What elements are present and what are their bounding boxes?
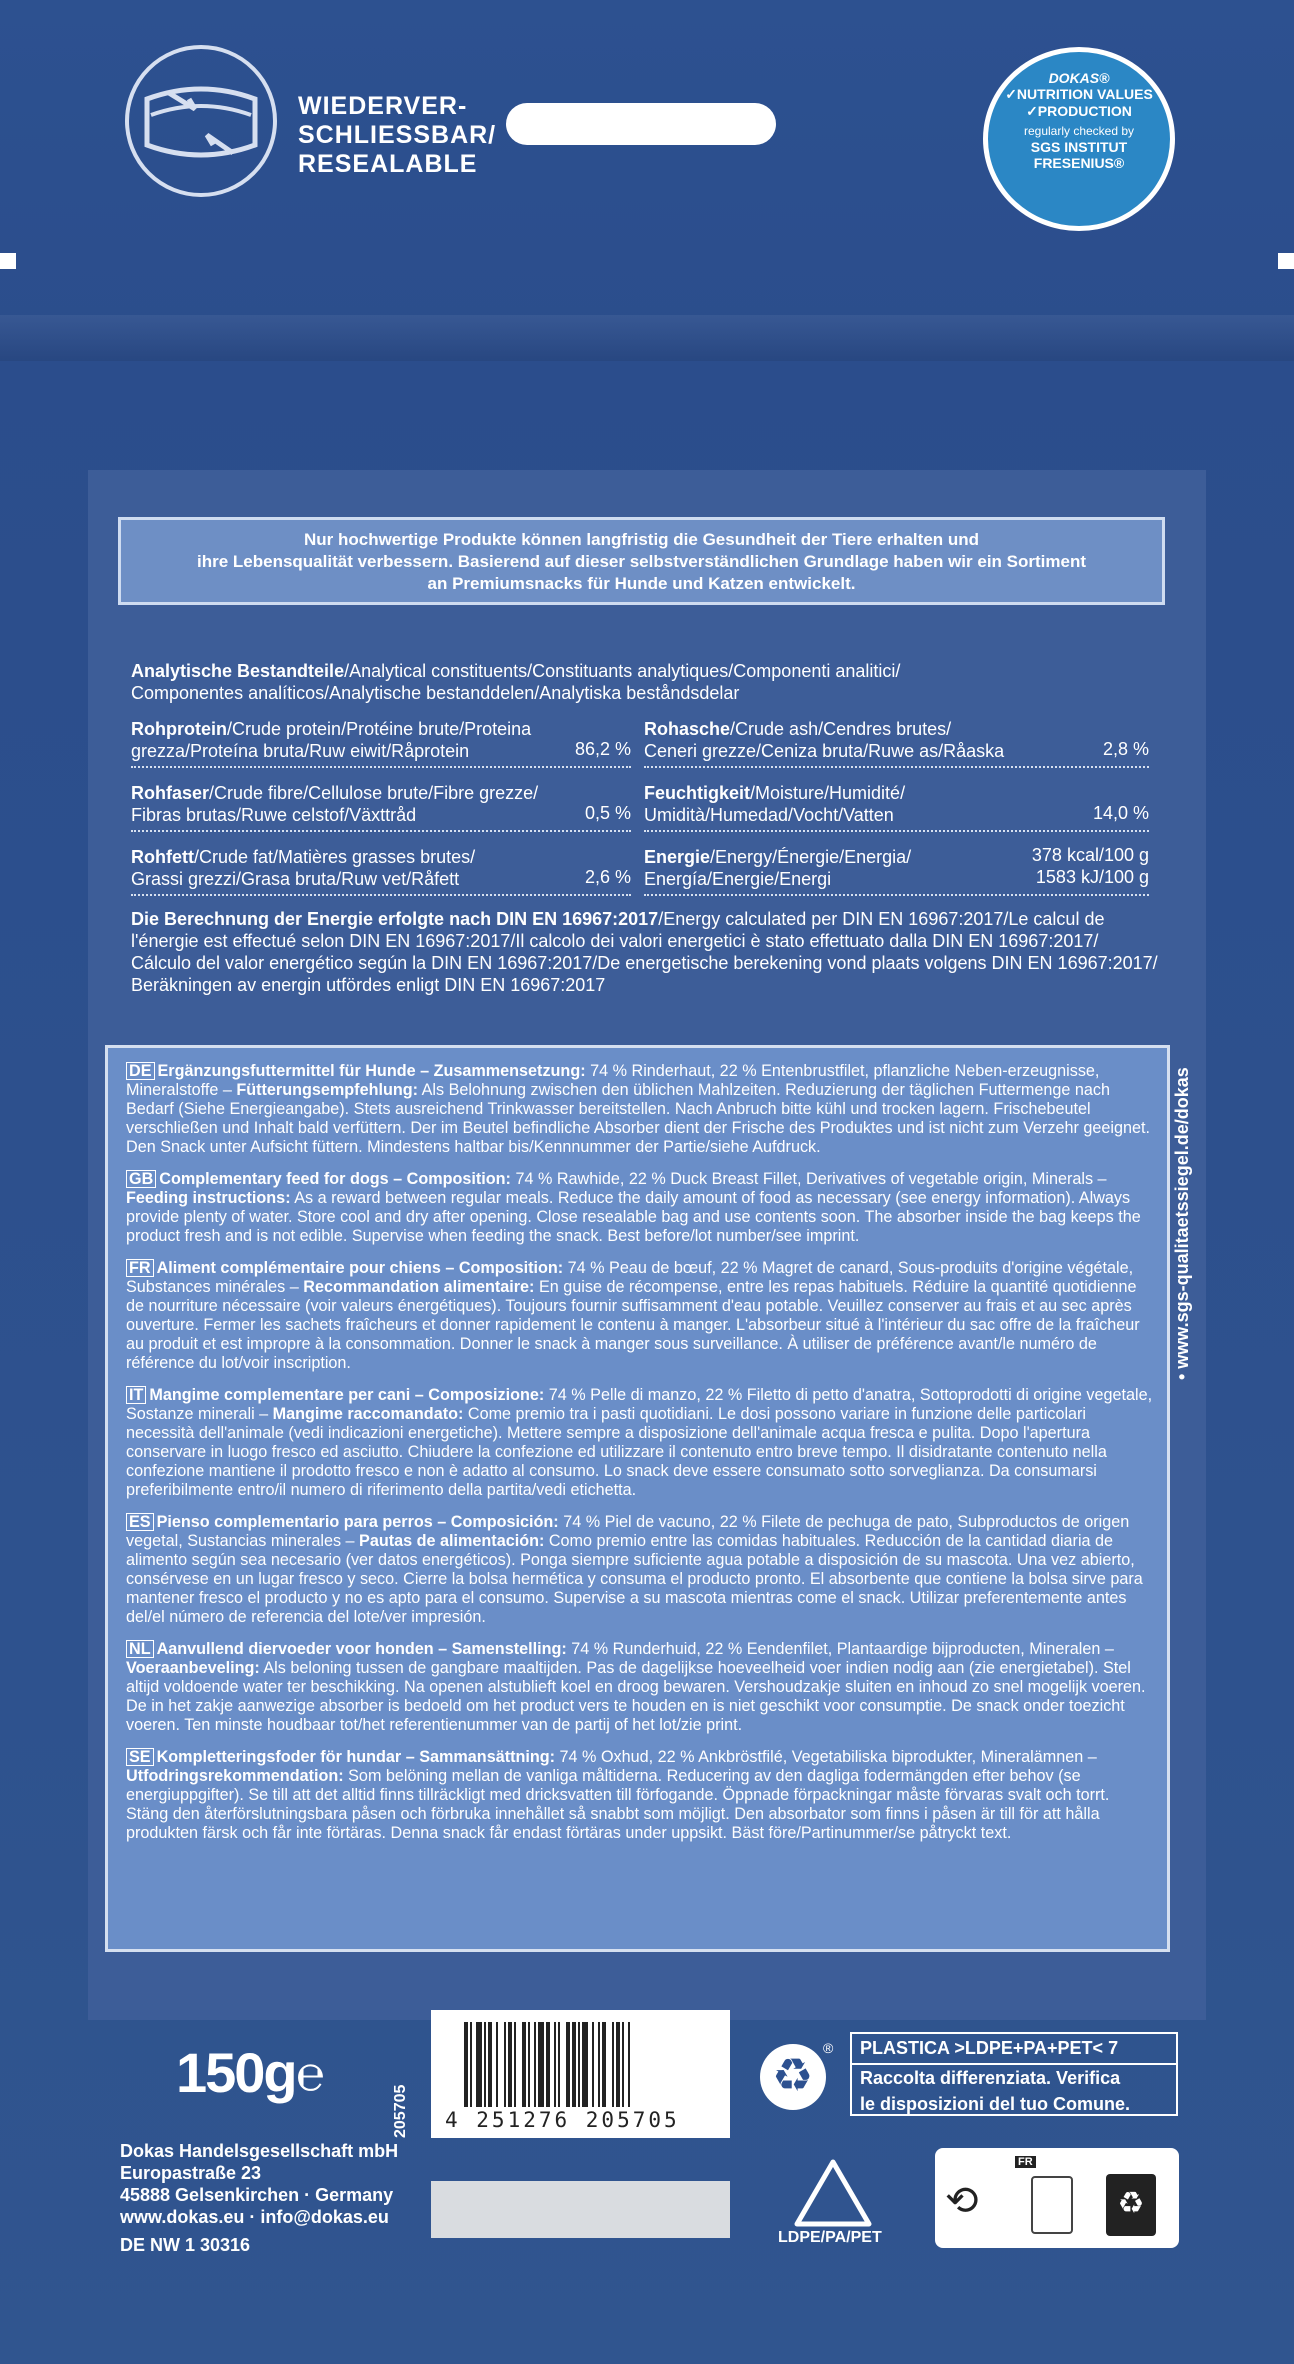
badge-line-institute: SGS INSTITUT — [1030, 139, 1128, 155]
barcode-bar — [538, 2022, 544, 2107]
barcode-bar — [582, 2022, 588, 2107]
intro-box: Nur hochwertige Produkte können langfristig die Gesundheit der Tiere erhalten und ihre Lebensqualität verbessern. Basierend auf dieser selbstverständlichen Grundlage haben wir ein Sortiment an Premiumsnacks für Hunde und Katzen entwickelt. — [118, 517, 1165, 605]
analytical-row-fibre: Rohfaser/Crude fibre/Cellulose brute/Fibre grezze/ Fibras brutas/Ruwe celstof/Växttråd 0,5 % — [131, 782, 631, 832]
energy-calculation-note: Die Berechnung der Energie erfolgte nach DIN EN 16967:2017/Energy calculated per DIN EN 16967:2017/Le calcul de l'énergie est effectué selon DIN EN 16967:2017/Il calcolo dei valori energetici è stato effettuato dalla DIN EN 16967:2017/ Cálculo del valor energético según la DIN EN 16967:2017/De energetische berekening vond plaats volgens DIN EN 16967:2017/ Beräkningen av energin utfördes enligt DIN EN 16967:2017 — [131, 909, 1158, 995]
feeding-block-gb: GB Complementary feed for dogs – Composition: 74 % Rawhide, 22 % Duck Breast Fillet, Derivatives of vegetable origin, Minerals – Feeding instructions: As a reward between regular meals. Reduce the daily amount of food as necessary (see energy information). Always provide plenty of water. Store cool and dry after opening. Close resealable bag and use contents soon. The absorber inside the bag keeps the product fresh and is not edible. Supervise when feeding the snack. Best before/lot number/see imprint. — [126, 1170, 1141, 1245]
barcode-bar — [484, 2022, 486, 2107]
feeding-block-se: SE Kompletteringsfoder för hundar – Sammansättning: 74 % Oxhud, 22 % Ankbröstfilé, Vegetabiliska biprodukter, Mineralämnen – Utfodringsrekommendation: Som belöning mellan de vanliga måltiderna. Reducering av den dagliga fodermängden efter behov (se energiuppgifter). Se till att det alltid finns tillräckligt med dricksvatten till förfogande. Öppnade förpackningar måste förvaras svalt och torrt. Stäng den återförslutningsbara påsen och förbruka innehållet så snabbt som möjligt. Den absorbator som finns i påsen är till för att hålla produkten färsk och får inte förtäras. Denna snack får endast förtäras under uppsikt. Bäst före/Partinummer/se påtryckt text. — [126, 1748, 1110, 1842]
analytical-row-fat: Rohfett/Crude fat/Matières grasses brutes/ Grassi grezzi/Grasa bruta/Ruw vet/Råfett 2,6 % — [131, 846, 631, 896]
barcode-bar — [488, 2022, 492, 2107]
recycling-triangle-icon — [793, 2158, 873, 2228]
barcode-bars — [464, 2022, 710, 2107]
sgs-url-vertical: • www.sgs-qualitaetssiegel.de/dokas — [1172, 1067, 1192, 1380]
analytical-row-energy: Energie/Energy/Énergie/Energia/ Energía/Energie/Energi 378 kcal/100 g 1583 kJ/100 g — [644, 846, 1149, 896]
article-number: 205705 — [392, 2084, 409, 2138]
barcode — [431, 2010, 730, 2138]
feeding-block-es: ES Pienso complementario para perros – Composición: 74 % Piel de vacuno, 22 % Filete de pechuga de pato, Subproductos de origen vegetal, Sustancias minerales – Pautas de alimentación: Como premio entre las comidas habituales. Reducción de la cantidad diaria de alimento según sea necesario (ver datos energéticos). Ponga siempre suficiente agua potable a disposición de su mascota. Una vez abierto, consérvese en un lugar fresco y seco. Cierre la bolsa hermética y consuma el producto pronto. El absorbente que contiene la bolsa sirve para mantener fresco el producto y no es apto para el consumo. Supervise a su mascota mientras come el snack. Utilizar preferentemente antes del/el número de referencia del lote/ver impresión. — [126, 1513, 1143, 1626]
net-weight: 150g — [176, 2041, 296, 2104]
feeding-block-it: IT Mangime complementare per cani – Composizione: 74 % Pelle di manzo, 22 % Filetto di petto d'anatra, Sottoprodotti di origine vegetale, Sostanze minerali – Mangime raccomandato: Come premio tra i pasti quotidiani. Le dosi possono variare in funzione delle particolari necessità dell'animale (vedi indicazioni energetiche). Mettere sempre a disposizione dell'animale acqua fresca e pulita. Dopo l'apertura conservare in luogo fresco ed asciutto. Chiudere la confezione ed utilizzare il contenuto entro breve tempo. Il disidratante contenuto nella confezione mantiene il prodotto fresco e non è adatto al consumo. Lo snack deve essere consumato sotto sorveglianza. Da consumarsi preferibilmente entro/il numero di riferimento della partita/vedi etichetta. — [126, 1386, 1153, 1499]
analytical-row-moisture: Feuchtigkeit/Moisture/Humidité/ Umidità/Humedad/Vocht/Vatten 14,0 % — [644, 782, 1149, 832]
feeding-block-fr: FR Aliment complémentaire pour chiens – Composition: 74 % Peau de bœuf, 22 % Magret de canard, Sous-produits d'origine végétale, Substances minérales – Recommandation alimentaire: En guise de récompense, entre les repas habituels. Réduire la quantité quotidienne de nourriture nécessaire (voir valeurs énergétiques). Toujours fournir suffisamment d'eau potable. Veuillez conserver au frais et au sec après ouverture. Fermer les sachets fraîcheurs et donner rapidement le contenu à manger. L'absorbeur situé à l'intérieur du sac offre de la fraîcheur au produit et est impropre à la consommation. Donner le snack à manger sous surveillance. À utiliser de préférence avant/le numéro de référence du lot/voir inscription. — [126, 1259, 1140, 1372]
barcode-bar — [476, 2022, 482, 2107]
triman-disposal-icon: ⟲ FR ♻ — [935, 2148, 1179, 2248]
barcode-bar — [470, 2022, 472, 2107]
badge-line-fresenius: FRESENIUS® — [1033, 155, 1125, 171]
company-address: Dokas Handelsgesellschaft mbH Europastraße 23 45888 Gelsenkirchen · Germany www.dokas.eu · info@dokas.eu DE NW 1 30316 — [120, 2141, 399, 2255]
barcode-bar — [598, 2022, 600, 2107]
plastica-label: PLASTICA >LDPE+PA+PET< 7 Raccolta differenziata. Verifica le disposizioni del tuo Comune. — [850, 2032, 1178, 2116]
barcode-bar — [504, 2022, 506, 2107]
analytical-row-ash: Rohasche/Crude ash/Cendres brutes/ Ceneri grezze/Ceniza bruta/Ruwe as/Råaska 2,8 % — [644, 718, 1149, 768]
analytical-title: Analytische Bestandteile/Analytical constituents/Constituants analytiques/Componenti analitici/ Componentes analíticos/Analytische bestanddelen/Analytiska beståndsdelar — [131, 661, 901, 703]
analytical-row-protein: Rohprotein/Crude protein/Protéine brute/Proteina grezza/Proteína bruta/Ruw eiwit/Råprotein 86,2 % — [131, 718, 631, 768]
badge-brand: DOKAS® — [1048, 70, 1110, 86]
recycling-bin-icon: ♻ — [1106, 2174, 1156, 2236]
barcode-bar — [612, 2022, 614, 2107]
sgs-quality-badge — [983, 47, 1175, 231]
badge-line-nutrition: ✓NUTRITION VALUES — [1005, 86, 1153, 102]
resealable-label: WIEDERVER- SCHLIESSBAR/ RESEALABLE — [298, 92, 497, 178]
feeding-block-nl: NL Aanvullend diervoeder voor honden – Samenstelling: 74 % Runderhuid, 22 % Eendenfilet, Plantaardige bijproducten, Mineralen – Voeraanbeveling: Als beloning tussen de gangbare maaltijden. Pas de dagelijkse hoeveelheid voer indien nodig aan (zie energietabel). Stel altijd voldoende water ter beschikking. Na openen alstublieft koel en droog bewaren. Vershoudzakje sluiten en inhoud zo snel mogelijk voeren. De in het zakje aanwezige absorber is bedoeld om het product vers te houden en is niet geschikt voor consumptie. De snack onder toezicht voeren. Ten minste houdbaar tot/het referentienummer van de partij of het lot/zie print. — [126, 1640, 1146, 1734]
barcode-bar — [508, 2022, 512, 2107]
barcode-bar — [528, 2022, 530, 2107]
barcode-bar — [566, 2022, 570, 2107]
barcode-bar — [496, 2022, 498, 2107]
pouch-icon — [1031, 2176, 1073, 2234]
barcode-bar — [546, 2022, 550, 2107]
estimated-sign: ℮ — [296, 2048, 325, 2101]
barcode-bar — [622, 2022, 624, 2107]
barcode-bar — [592, 2022, 594, 2107]
hang-hole — [506, 103, 776, 145]
barcode-bar — [554, 2022, 556, 2107]
recycle-icon — [760, 2044, 826, 2110]
barcode-bar — [534, 2022, 536, 2107]
badge-line-checked: regularly checked by — [1023, 124, 1135, 138]
barcode-bar — [558, 2022, 560, 2107]
tear-notch-left — [0, 253, 16, 269]
barcode-bar — [572, 2022, 576, 2107]
feeding-instructions-box — [105, 1045, 1170, 1952]
lot-print-area — [431, 2181, 730, 2238]
zip-seal-band — [0, 315, 1294, 361]
barcode-bar — [616, 2022, 620, 2107]
ldpe-label: LDPE/PA/PET — [778, 2229, 882, 2246]
ean-number: 4 251276 205705 — [445, 2108, 680, 2132]
resealable-icon — [125, 45, 277, 197]
tear-notch-right — [1278, 253, 1294, 269]
barcode-bar — [464, 2022, 468, 2107]
barcode-bar — [522, 2022, 526, 2107]
badge-line-production: ✓PRODUCTION — [1026, 103, 1132, 119]
barcode-bar — [578, 2022, 580, 2107]
barcode-bar — [628, 2022, 630, 2107]
package-back: WIEDERVER- SCHLIESSBAR/ RESEALABLE DOKAS® ✓NUTRITION VALUES ✓PRODUCTION regularly checked by SGS INSTITUT FRESENIUS® Nur hochwertige Produkte können langfristig die Gesundheit der Tiere erhalten und ihre Lebensqualität verbessern. Basierend auf dieser selbstverständlichen Grundlage haben wir ein Sortiment an Premiumsnacks für Hunde und Katzen entwickelt. Analytische Bestandteile/Analytical constituents/Constituants analytiques/Componenti analitici/ Componentes analíticos/Analytische bestanddelen/Analytiska beståndsdelar Rohprotein/Crude protein/Protéine brute/Proteina grezza/Proteína bruta/Ruw eiwit/Råprotein 86,2 % Rohasche/Crude ash/Cendres brutes/ Ceneri grezze/Ceniza bruta/Ruwe as/Råaska 2,8 % Rohfaser/Crude fibre/Cellulose brute/Fibre grezze/ Fibras brutas/Ruwe celstof/Växttråd 0,5 % Feuchtigkeit/Moisture/Humidité/ Umidità/Humedad/Vocht/Vatten 14,0 % Rohfett/Crude fat/Matières grasses brutes/ Grassi grezzi/Grasa bruta/Ruw vet/Råfett 2,6 % Energie/Energy/Énergie/Energia/ Energía/Energie/Energi 378 kcal/100 g 1583 kJ/100 g Die Berechnung der Energie erfolgte nach DIN EN 16967:2017/Energy calculated per DIN EN 16967:2017/Le calcul de l'énergie est effectué selon DIN EN 16967:2017/Il calcolo dei valori energetici è stato effettuato dalla DIN EN 16967:2017/ Cálculo del valor energético según la DIN EN 16967:2017/De energetische berekening vond plaats volgens DIN EN 16967:2017/ Beräkningen av energin utfördes enligt DIN EN 16967:2017 • www.sgs-qualitaetssiegel.de/dokas DE Ergänzungsfuttermittel für Hunde – Zusammensetzung: 74 % Rinderhaut, 22 % Entenbrustfilet, pflanzliche Neben-erzeugnisse, Mineralstoffe – Fütterungsempfehlung: Als Belohnung zwischen den üblichen Mahlzeiten. Reduzierung der täglichen Futtermenge nach Bedarf (Siehe Energieangabe). Stets ausreichend Trinkwasser bereitstellen. Nach Anbruch bitte kühl und trocken lagern. Frischebeutel verschließen und Inhalt bald verfüttern. Der im Beutel befindliche Absorber dient der Frische des Produktes und ist nicht zum Verzehr geeignet. Den Snack unter Aufsicht füttern. Mindestens haltbar bis/Kennnummer der Partie/siehe Aufdruck. GB Complementary feed for dogs – Composition: 74 % Rawhide, 22 % Duck Breast Fillet, Derivatives of vegetable origin, Minerals – Feeding instructions: As a reward between regular meals. Reduce the daily amount of food as necessary (see energy information). Always provide plenty of water. Store cool and dry after opening. Close resealable bag and use contents soon. The absorber inside the bag keeps the product fresh and is not edible. Supervise when feeding the snack. Best before/lot number/see imprint. FR Aliment complémentaire pour chiens – Composition: 74 % Peau de bœuf, 22 % Magret de canard, Sous-produits d'origine végétale, Substances minérales – Recommandation alimentaire: En guise de récompense, entre les repas habituels. Réduire la quantité quotidienne de nourriture nécessaire (voir valeurs énergétiques). Toujours fournir suffisamment d'eau potable. Veuillez conserver au frais et au sec après ouverture. Fermer les sachets fraîcheurs et donner rapidement le contenu à manger. L'absorbeur situé à l'intérieur du sac offre de la fraîcheur au produit et est impropre à la consommation. Donner le snack à manger sous surveillance. À utiliser de préférence avant/le numéro de référence du lot/voir inscription. IT Mangime complementare per cani – Composizione: 74 % Pelle di manzo, 22 % Filetto di petto d'anatra, Sottoprodotti di origine vegetale, Sostanze minerali – Mangime raccomandato: Come premio tra i pasti quotidiani. Le dosi possono variare in funzione delle particolari necessità dell'animale (vedi indicazioni energetiche). Mettere sempre a disposizione dell'animale acqua fresca e pulita. Dopo l'apertura conservare in luogo fresco ed asciutto. Chiudere la confezione ed utilizzare il contenuto entro breve tempo. Il disidratante contenuto nella confezione mantiene il prodotto fresco e non è adatto al consumo. Lo snack deve essere consumato sotto sorveglianza. Da consumarsi preferibilmente entro/il numero di riferimento della partita/vedi etichetta. ES Pienso complementario para perros – Composición: 74 % Piel de vacuno, 22 % Filete de pechuga de pato, Subproductos de origen vegetal, Sustancias minerales – Pautas de alimentación: Como premio entre las comidas habituales. Reducción de la cantidad diaria de alimento según sea necesario (ver datos energéticos). Ponga siempre suficiente agua potable a disposición de su mascota. Una vez abierto, consérvese en un lugar fresco y seco. Cierre la bolsa hermética y consuma el producto pronto. El absorbente que contiene la bolsa sirve para mantener fresco el producto y no es apto para el consumo. Supervise a su mascota mientras come el snack. Utilizar preferentemente antes del/el número de referencia del lote/ver impresión. NL Aanvullend diervoeder voor honden – Samenstelling: 74 % Runderhuid, 22 % Eendenfilet, Plantaardige bijproducten, Mineralen – Voeraanbeveling: Als beloning tussen de gangbare maaltijden. Pas de dagelijkse hoeveelheid voer indien nodig aan (zie energietabel). Stel altijd voldoende water ter beschikking. Na openen alstublieft koel en droog bewaren. Vershoudzakje sluiten en inhoud zo snel mogelijk voeren. De in het zakje aanwezige absorber is bedoeld om het product vers te houden en is niet geschikt voor consumptie. De snack onder toezicht voeren. Ten minste houdbaar tot/het referentienummer van de partij of het lot/zie print. SE Kompletteringsfoder för hundar – Sammansättning: 74 % Oxhud, 22 % Ankbröstfilé, Vegetabiliska biprodukter, Mineralämnen – Utfodringsrekommendation: Som belöning mellan de vanliga måltiderna. Reducering av den dagliga fodermängden efter behov (se energiuppgifter). Se till att det alltid finns tillräckligt med dricksvatten till förfogande. Öppnade förpackningar måste förvaras svalt och torrt. Stäng den återförslutningsbara påsen och förbruka innehållet så snabbt som möjligt. Den absorbator som finns i påsen är till för att hålla produkten färsk och får inte förtäras. Denna snack får endast förtäras under uppsikt. Bäst före/Partinummer/se påtryckt text. 150g ℮ 205705 4 251276 205705 Dokas Handelsgesellschaft mbH Europastraße 23 45888 Gelsenkirchen · Germany www.dokas.eu · info@dokas.eu DE NW 1 30316 ♻ ® PLASTICA >LDPE+PA+PET< 7 Raccolta differenziata. Verifica le disposizioni del tuo Comune. LDPE/PA/PET ⟲ FR ♻ — [0, 0, 1294, 2364]
feeding-block-de: DE Ergänzungsfuttermittel für Hunde – Zusammensetzung: 74 % Rinderhaut, 22 % Entenbrustfilet, pflanzliche Neben-erzeugnisse, Mineralstoffe – Fütterungsempfehlung: Als Belohnung zwischen den üblichen Mahlzeiten. Reduzierung der täglichen Futtermenge nach Bedarf (Siehe Energieangabe). Stets ausreichend Trinkwasser bereitstellen. Nach Anbruch bitte kühl und trocken lagern. Frischebeutel verschließen und Inhalt bald verfüttern. Der im Beutel befindliche Absorber dient der Frische des Produktes und ist nicht zum Verzehr geeignet. Den Snack unter Aufsicht füttern. Mindestens haltbar bis/Kennnummer der Partie/siehe Aufdruck. — [126, 1062, 1150, 1156]
barcode-bar — [514, 2022, 516, 2107]
barcode-bar — [602, 2022, 606, 2107]
triman-person-icon: ⟲ — [945, 2179, 979, 2223]
